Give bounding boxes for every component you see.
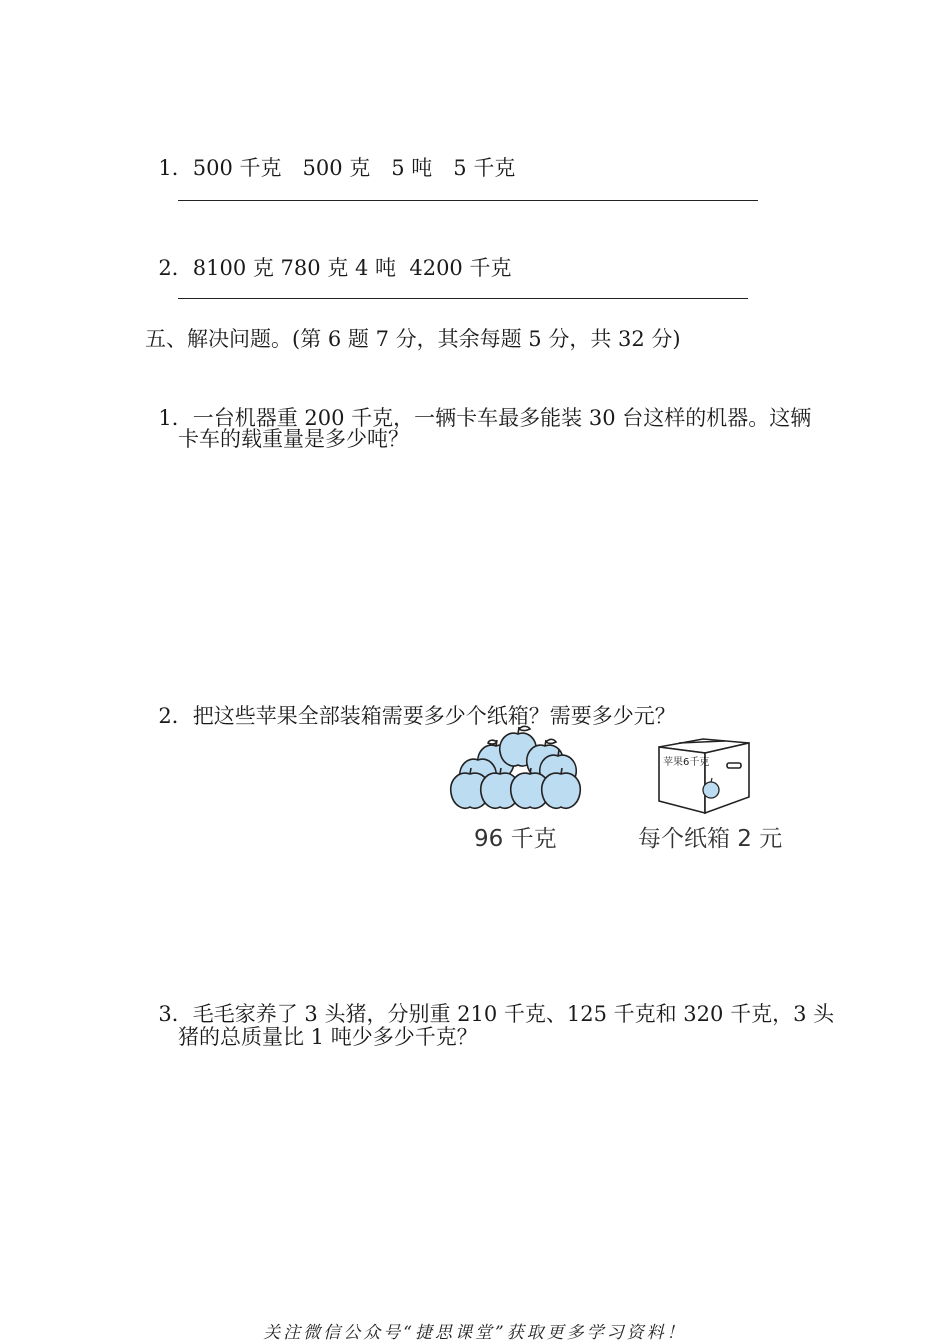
- problem-1-text: 一台机器重 200 千克，一辆卡车最多能装 30 台这样的机器。这辆: [192, 406, 812, 430]
- carton-box-figure: [655, 735, 755, 815]
- sort-q2-text: 8100 克 780 克 4 吨 4200 千克: [192, 256, 512, 280]
- sort-q1-number: 1．: [158, 156, 193, 180]
- box-price-caption: 每个纸箱 2 元: [638, 826, 783, 852]
- problem-1-line2: 卡车的载重量是多少吨？: [178, 427, 409, 451]
- sort-q2: [145, 226, 511, 282]
- box-icon: [659, 739, 749, 813]
- problem-2-text: 把这些苹果全部装箱需要多少个纸箱？需要多少元？: [192, 704, 676, 728]
- footer-note: 关注微信公众号“捷思课堂”获取更多学习资料！: [263, 1323, 687, 1343]
- apples-weight-caption: 96 千克: [474, 826, 557, 852]
- box-label: 苹果6千克: [663, 757, 710, 768]
- problem-3-line2: 猪的总质量比 1 吨少多少千克？: [178, 1025, 478, 1049]
- answer-line-1[interactable]: [178, 200, 758, 201]
- section-5-heading: 五、解决问题。(第 6 题 7 分，其余每题 5 分，共 32 分): [145, 327, 681, 351]
- apple-icon: [451, 726, 581, 808]
- problem-3-text: 毛毛家养了 3 头猪，分别重 210 千克、125 千克和 320 千克，3 头: [192, 1002, 835, 1026]
- apple-pile-figure: [448, 724, 593, 814]
- sort-q1-text: 500 千克 500 克 5 吨 5 千克: [192, 156, 516, 180]
- problem-3-line1: [145, 972, 834, 1028]
- sort-q2-number: 2．: [158, 256, 193, 280]
- problem-3-number: 3．: [158, 1002, 193, 1026]
- problem-2-line1: [145, 674, 676, 730]
- problem-2-number: 2．: [158, 704, 193, 728]
- answer-line-2[interactable]: [178, 298, 748, 299]
- problem-1-line1: [145, 376, 811, 432]
- sort-q1: [145, 126, 515, 182]
- problem-1-number: 1．: [158, 406, 193, 430]
